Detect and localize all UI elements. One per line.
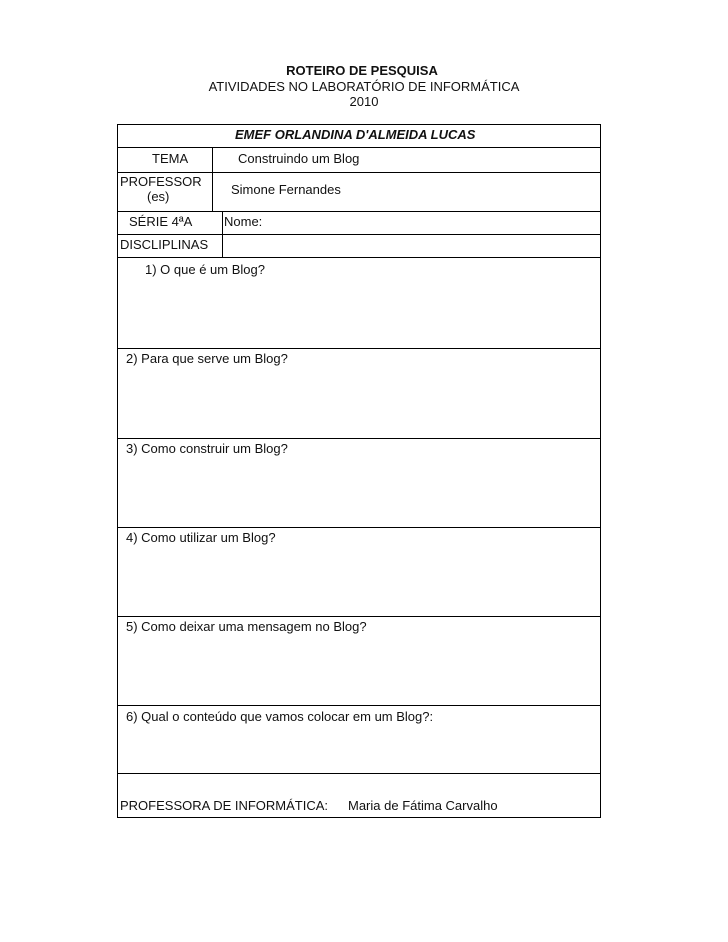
row-divider (118, 211, 600, 212)
row-divider (118, 147, 600, 148)
question-2: 2) Para que serve um Blog? (126, 351, 288, 366)
question-1: 1) O que é um Blog? (145, 262, 265, 277)
question-3: 3) Como construir um Blog? (126, 441, 288, 456)
row-divider (118, 348, 600, 349)
row-divider (118, 616, 600, 617)
question-5: 5) Como deixar uma mensagem no Blog? (126, 619, 367, 634)
document-title: ROTEIRO DE PESQUISA (286, 63, 438, 78)
row-divider (118, 438, 600, 439)
professor-value: Simone Fernandes (231, 182, 341, 197)
row-divider (118, 172, 600, 173)
document-year: 2010 (349, 94, 379, 109)
school-name: EMEF ORLANDINA D'ALMEIDA LUCAS (235, 127, 476, 142)
column-divider (212, 147, 213, 211)
row-divider (118, 527, 600, 528)
serie-label: SÉRIE 4ªA (129, 214, 193, 229)
row-divider (118, 773, 600, 774)
row-divider (118, 234, 600, 235)
tema-label: TEMA (152, 151, 189, 166)
row-divider (118, 257, 600, 258)
professor-label: PROFESSOR (120, 174, 202, 189)
row-divider (118, 705, 600, 706)
question-4: 4) Como utilizar um Blog? (126, 530, 276, 545)
professor-label-suffix: (es) (147, 189, 170, 204)
footer-label: PROFESSORA DE INFORMÁTICA: (120, 798, 329, 813)
document-subtitle: ATIVIDADES NO LABORATÓRIO DE INFORMÁTICA (208, 79, 520, 94)
question-6: 6) Qual o conteúdo que vamos colocar em um Blog?: (126, 709, 434, 724)
column-divider (222, 211, 223, 257)
nome-label: Nome: (224, 214, 263, 229)
footer-name: Maria de Fátima Carvalho (348, 798, 498, 813)
tema-value: Construindo um Blog (238, 151, 360, 166)
disciplinas-label: DISCLIPLINAS (120, 237, 209, 252)
